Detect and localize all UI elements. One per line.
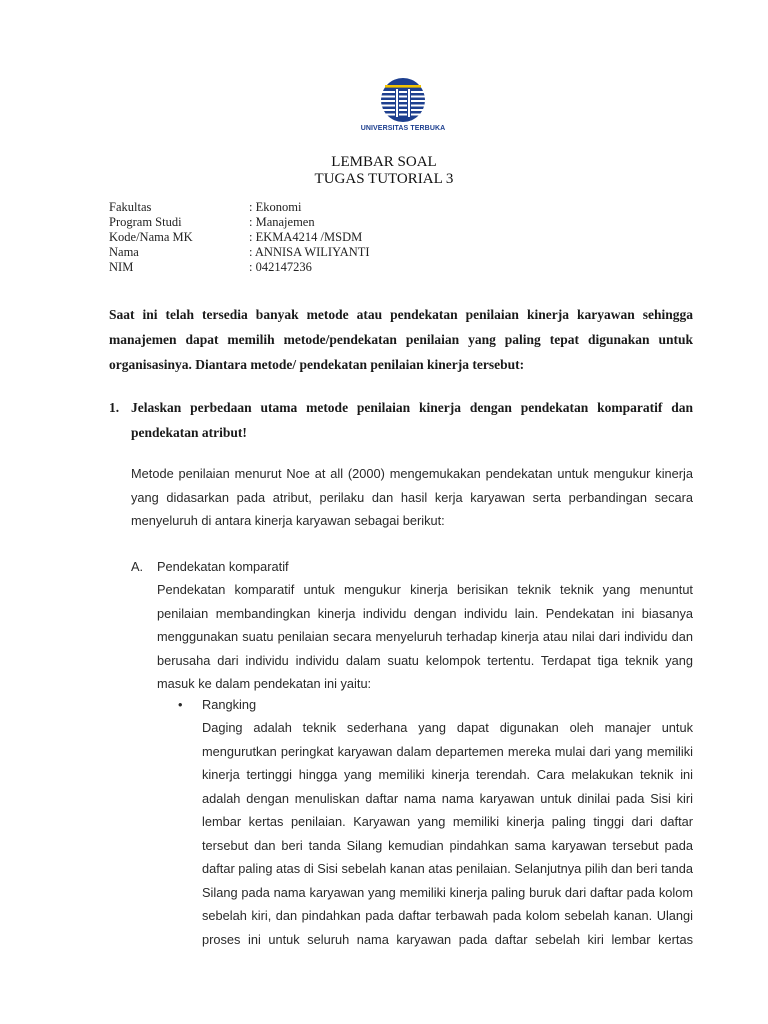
section-letter: A. [131, 559, 144, 574]
bullet-label: Rangking [202, 697, 257, 712]
info-value: : Ekonomi [249, 200, 302, 214]
section-paragraph: Pendekatan komparatif untuk mengukur kinerja berisikan teknik teknik yang menuntut penilaian membandingkan kinerja individu dengan individu lain. Pendekatan ini biasanya menggunakan suatu penilaian secara menyeluruh terhadap kinerja atau nilai dari individu dan berusaha dari individu individu dalam suatu kelompok tertentu. Terdapat tiga teknik yang masuk ke dalam pendekatan ini yaitu: [157, 582, 693, 691]
university-logo [355, 76, 451, 132]
info-label: Fakultas [109, 200, 152, 214]
info-value: : ANNISA WILIYANTI [249, 245, 370, 259]
answer-paragraph: Metode penilaian menurut Noe at all (2000) mengemukakan pendekatan untuk mengukur kinerja yang didasarkan pada atribut, perilaku dan hasil kerja karyawan serta perbandingan secara menyeluruh di antara kinerja karyawan sebagai berikut: [131, 466, 693, 528]
info-label: Nama [109, 245, 139, 259]
question-text: Jelaskan perbedaan utama metode penilaian kinerja dengan pendekatan komparatif dan pendekatan atribut! [131, 400, 693, 440]
info-value: : 042147236 [249, 260, 312, 274]
info-row [109, 260, 370, 275]
question-number: 1. [109, 400, 120, 415]
bullet-icon: • [178, 697, 183, 712]
logo-caption: UNIVERSITAS TERBUKA [360, 125, 446, 132]
info-value: : Manajemen [249, 215, 315, 229]
bullet-paragraph: Daging adalah teknik sederhana yang dapat digunakan oleh manajer untuk mengurutkan peringkat karyawan dalam departemen mereka mulai dari yang memiliki kinerja tertinggi hingga yang memiliki kinerja terendah. Cara melakukan teknik ini adalah dengan menuliskan daftar nama nama karyawan untuk dinilai pada Sisi kiri lembar kertas penilaian. Karyawan yang memiliki kinerja paling tinggi dari daftar tersebut dan beri tanda Silang kemudian pindahkan sama karyawan tersebut pada daftar paling atas di Sisi sebelah kanan atas penilaian. Selanjutnya pilih dan beri tanda Silang pada nama karyawan yang memiliki kinerja paling buruk dari daftar pada kolom sebelah kiri, dan pindahkan pada daftar terbawah pada kolom sebelah kanan. Ulangi proses ini untuk seluruh nama karyawan pada daftar sebelah kiri lembar kertas [202, 720, 693, 947]
info-label: Program Studi [109, 215, 182, 229]
info-row [109, 200, 370, 215]
ut-emblem-icon [379, 76, 427, 124]
intro-paragraph: Saat ini telah tersedia banyak metode atau pendekatan penilaian kinerja karyawan sehingga manajemen dapat memilih metode/pendekatan penilaian yang paling tepat digunakan untuk organisasinya. Diantara metode/ pendekatan penilaian kinerja tersebut: [109, 307, 693, 372]
section-title: Pendekatan komparatif [157, 559, 289, 574]
document-subtitle: TUGAS TUTORIAL 3 [314, 171, 454, 187]
info-value: : EKMA4214 /MSDM [249, 230, 363, 244]
document-title: LEMBAR SOAL [331, 154, 437, 170]
info-table [109, 200, 370, 275]
info-row [109, 230, 370, 245]
info-row [109, 215, 370, 230]
info-row [109, 245, 370, 260]
info-label: Kode/Nama MK [109, 230, 193, 244]
info-label: NIM [109, 260, 134, 274]
